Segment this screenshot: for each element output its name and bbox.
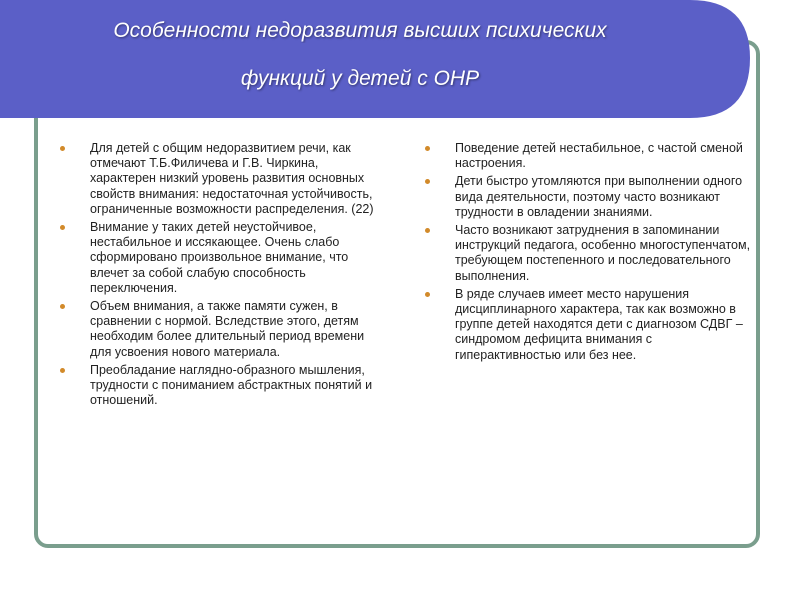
bullet-icon — [60, 304, 65, 309]
list-item — [60, 363, 385, 409]
list-item — [60, 220, 385, 296]
slide-title-line2: функций у детей с ОНР — [240, 67, 480, 90]
bullet-icon — [60, 368, 65, 373]
list-item-text: Для детей с общим недоразвитием речи, как отмечают Т.Б.Филичева и Г.В. Чиркина, характерен низкий уровень развития основных свойств внимания: недостаточная устойчивость, ограниченные возможности распределения. (22) — [90, 141, 374, 216]
bullet-icon — [425, 228, 430, 233]
list-item-text: Часто возникают затруднения в запоминании инструкций педагога, особенно многоступенчатом, требующем постепенного и последовательного выполнения. — [455, 223, 751, 283]
list-item — [60, 141, 385, 217]
list-item-text: Поведение детей нестабильное, с частой сменой настроения. — [455, 141, 743, 171]
bullet-icon — [425, 146, 430, 151]
list-item — [425, 287, 755, 363]
list-item — [60, 299, 385, 360]
slide-title — [0, 0, 760, 110]
list-item — [425, 174, 755, 220]
left-column — [60, 141, 385, 411]
bullet-icon — [425, 179, 430, 184]
list-item — [425, 141, 755, 171]
bullet-icon — [60, 146, 65, 151]
list-item-text: Дети быстро утомляются при выполнении одного вида деятельности, поэтому часто возникают трудности в овладении знаниями. — [455, 174, 743, 219]
bullet-icon — [425, 292, 430, 297]
list-item — [425, 223, 755, 284]
list-item-text: В ряде случаев имеет место нарушения дисциплинарного характера, так как возможно в группе детей находятся дети с диагнозом СДВГ – синдромом дефицита внимания с гиперактивностью или без нее. — [455, 286, 743, 362]
list-item-text: Объем внимания, а также памяти сужен, в сравнении с нормой. Вследствие этого, детям необходим более длительный период времени для усвоения нового материала. — [90, 299, 365, 359]
list-item-text: Преобладание наглядно-образного мышления, трудности с пониманием абстрактных понятий и отношений. — [90, 362, 373, 408]
right-column — [425, 141, 755, 366]
bullet-icon — [60, 225, 65, 230]
list-item-text: Внимание у таких детей неустойчивое, нестабильное и иссякающее. Очень слабо сформировано произвольное внимание, что влечет за собой слабую способность переключения. — [90, 220, 349, 295]
slide-title-line1: Особенности недоразвития высших психических — [113, 19, 607, 42]
